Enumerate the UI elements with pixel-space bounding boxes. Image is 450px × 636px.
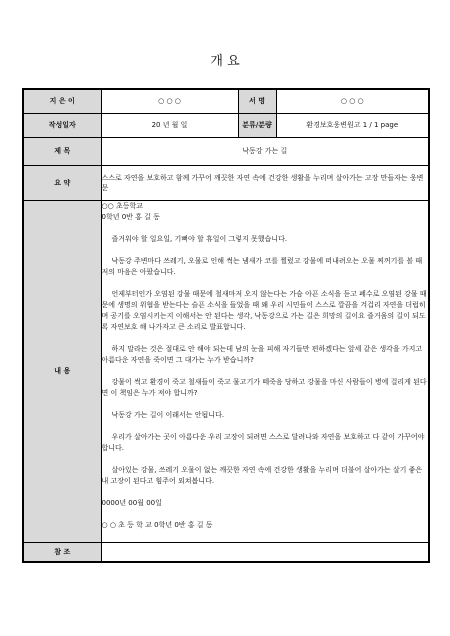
content-paragraph: 언제부터인가 오염된 강물 때문에 철새마저 오지 않는다는 가슴 아픈 소식을 듣고 폐수로 오염된 강물 때문에 생명의 위협을 받는다는 슬픈 소식을 들었을 때 왜 우리 시민들이 스스로 깔끔을 겨겁리 자연을 더럽히며 공기를 오염시키는지 이해서는 안 된다는 생각, 낙동강으로 가는 길은 희망의 길이요 즐거움의 길이 되도록 자연보호 해 나가자고 큰 소리로 발표합니다. [101,289,427,331]
topic-label: 제 목 [23,137,101,165]
date-value: 20 년 월 일 [101,113,238,137]
content-paragraph: 강물이 썩고 환경이 죽고 철새들이 죽고 물고기가 떼죽음 당하고 강물을 마신 사람들이 병에 걸리게 된다면 이 책임은 누가 져야 합니까? [101,377,427,397]
name-value: ○ ○ ○ [276,89,429,113]
reference-value [101,542,429,562]
content-school: ○○ 초등학교 [101,201,143,210]
content-paragraph: 즐거워야 할 일요일, 기뻐야 할 휴일이 그렇지 못했습니다. [111,234,288,243]
summary-value: 스스로 자연을 보호하고 함께 가꾸어 깨끗한 자연 속에 건강한 생활을 누리며 살아가는 고장 만들자는 웅변문 [101,165,429,200]
content-paragraph: 우리가 살아가는 곳이 아름다운 우리 고장이 되려면 스스로 달려나와 자연을 보호하고 다 같이 가꾸어야 합니다. [101,432,425,452]
content-label: 내 용 [23,200,101,542]
name-label: 서 명 [238,89,276,113]
summary-label: 요 약 [23,165,101,200]
date-label: 작성일자 [23,113,101,137]
content-paragraph: 살아있는 강물, 쓰레기 오물이 없는 깨끗한 자연 속에 건강한 생활을 누리며 더불어 살아가는 살기 좋은 내 고장이 된다고 힘주어 외쳐봅니다. [101,465,423,485]
classification-label: 분류/분량 [238,113,276,137]
content-paragraph: 하지 말라는 것은 절대로 안 해야 되는데 남의 눈을 피해 자기들만 편하겠다는 앞세 같은 생각을 가지고 아름다운 자연을 죽이면 그 대가는 누가 받습니까? [101,344,423,364]
summary-form-table [22,88,430,563]
content-body [101,200,429,542]
content-student: 0학년 0반 홍 길 동 [101,212,160,221]
content-signature: ○ ○ 초 등 학 교 0학년 0반 홍 길 동 [101,520,213,529]
author-value: ○ ○ ○ [101,89,238,113]
classification-value: 환경보호웅변원고 1 / 1 page [276,113,429,137]
topic-value: 낙동강 가는 길 [101,137,429,165]
author-label: 지 은 이 [23,89,101,113]
content-paragraph: 낙동강 가는 길이 이래서는 안됩니다. [111,410,225,419]
reference-label: 참 조 [23,542,101,562]
content-date: 0000년 00월 00일 [101,498,162,507]
document-title: 개 요 [210,54,240,69]
content-paragraph: 낙동강 주변마다 쓰레기, 오물로 인해 썩는 냄새가 코를 찔렀고 강물에 떠내려오는 오물 찌꺼기를 볼 때 저의 마음은 아팠습니다. [101,256,423,276]
